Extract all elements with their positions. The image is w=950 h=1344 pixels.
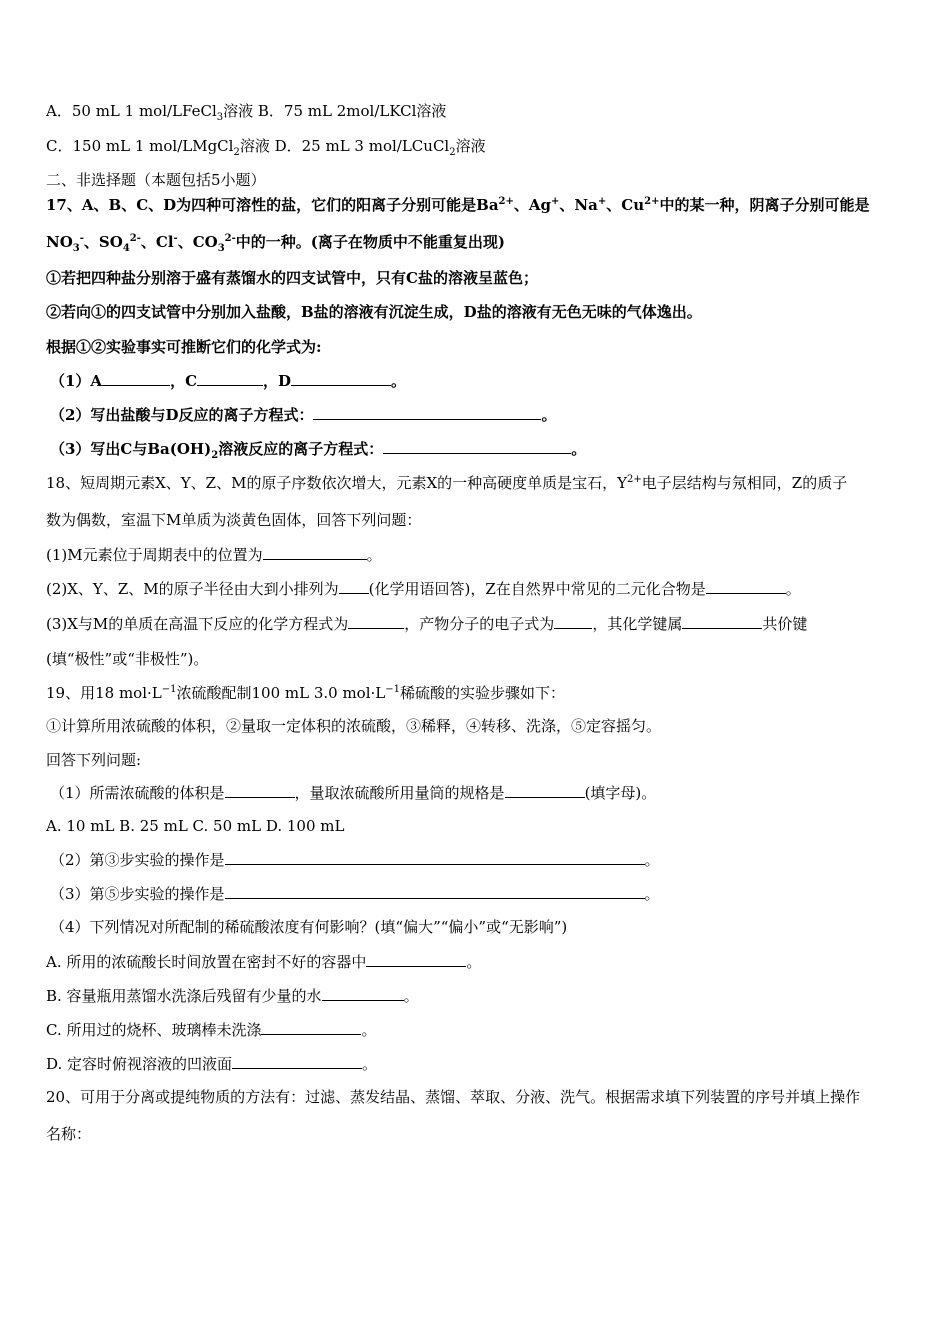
answer-blank[interactable] (339, 578, 369, 594)
answer-blank[interactable] (291, 370, 391, 386)
q17-sub1: （1）A ，C ，D 。 (50, 372, 407, 390)
q18-sub1: (1)M元素位于周期表中的位置为 。 (46, 546, 382, 564)
answer-blank[interactable] (554, 613, 592, 629)
q19-prompt: 回答下列问题: (46, 751, 142, 769)
q17-fact-1: ①若把四种盐分别溶于盛有蒸馏水的四支试管中，只有C盐的溶液呈蓝色； (46, 269, 538, 287)
answer-blank[interactable] (348, 613, 404, 629)
section-heading: 二、非选择题（本题包括5小题） (46, 171, 266, 189)
q19-sub4-b: B. 容量瓶用蒸馏水洗涤后残留有少量的水 。 (46, 987, 419, 1005)
q19-sub4-d: D. 定容时俯视溶液的凹液面 。 (46, 1055, 378, 1073)
answer-blank[interactable] (102, 370, 170, 386)
q17-stem-line1: 17、A、B、C、D为四种可溶性的盐，它们的阳离子分别可能是$Ba^{2+}$、Ag+、Na+、$Cu^{2+}$中的某一种，阴离子分别可能是 (46, 196, 870, 214)
q17-sub2: （2）写出盐酸与D反应的离子方程式： 。 (50, 406, 557, 424)
q20-stem-line2: 名称： (46, 1125, 92, 1143)
answer-blank[interactable] (383, 438, 571, 454)
answer-blank[interactable] (505, 782, 585, 798)
q19-sub1-options: A. 10 mL B. 25 mL C. 50 mL D. 100 mL (46, 817, 345, 835)
answer-blank[interactable] (225, 782, 295, 798)
option-line-ab: A．50 mL 1 mol/LFeCl$_3$溶液 B．75 mL 2mol/LKCl溶液 (46, 102, 447, 123)
q17-fact-2: ②若向①的四支试管中分别加入盐酸，B盐的溶液有沉淀生成，D盐的溶液有无色无味的气体逸出。 (46, 303, 702, 321)
answer-blank[interactable] (225, 849, 645, 865)
answer-blank[interactable] (322, 985, 404, 1001)
q19-sub4-a: A. 所用的浓硫酸长时间放置在密封不好的容器中 。 (46, 953, 482, 971)
q19-sub3: （3）第⑤步实验的操作是 。 (50, 885, 660, 903)
q18-stem-line2: 数为偶数，室温下M单质为淡黄色固体，回答下列问题： (46, 511, 422, 529)
q19-sub4: （4）下列情况对所配制的稀硫酸浓度有何影响？(填“偏大”“偏小”或“无影响”) (50, 918, 568, 936)
q19-steps: ①计算所用浓硫酸的体积，②量取一定体积的浓硫酸，③稀释，④转移、洗涤，⑤定容摇匀。 (46, 717, 662, 735)
q18-stem-line1: 18、短周期元素X、Y、Z、M的原子序数依次增大，元素X的一种高硬度单质是宝石，$Y^{2+}$电子层结构与氖相同，Z的质子 (46, 474, 848, 492)
option-line-cd: C．150 mL 1 mol/LMgCl$_2$溶液 D．25 mL 3 mol/LCuCl$_2$溶液 (46, 137, 486, 158)
q18-sub3-note: (填“极性”或“非极性”)。 (46, 650, 209, 668)
answer-blank[interactable] (706, 578, 786, 594)
answer-blank[interactable] (313, 404, 541, 420)
answer-blank[interactable] (225, 883, 645, 899)
q17-sub3: （3）写出C与$Ba(OH)_2$溶液反应的离子方程式： 。 (50, 440, 587, 461)
q20-stem-line1: 20、可用于分离或提纯物质的方法有：过滤、蒸发结晶、蒸馏、萃取、分液、洗气。根据需求填下列装置的序号并填上操作 (46, 1088, 861, 1106)
q19-sub4-c: C. 所用过的烧杯、玻璃棒未洗涤 。 (46, 1021, 377, 1039)
answer-blank[interactable] (197, 370, 263, 386)
answer-blank[interactable] (263, 544, 367, 560)
q18-sub2: (2)X、Y、Z、M的原子半径由大到小排列为 (化学用语回答)，Z在自然界中常见的二元化合物是 。 (46, 580, 801, 598)
q19-sub1: （1）所需浓硫酸的体积是 ，量取浓硫酸所用量筒的规格是 (填字母)。 (50, 784, 657, 802)
answer-blank[interactable] (232, 1053, 362, 1069)
q19-sub2: （2）第③步实验的操作是 。 (50, 851, 660, 869)
q18-sub3: (3)X与M的单质在高温下反应的化学方程式为 ，产物分子的电子式为 ，其化学键属 共价键 (46, 615, 808, 633)
q17-stem-line2: $NO_3^-$、$SO_4^{2-}$、Cl-、$CO_3^{2-}$中的一种。(离子在物质中不能重复出现) (46, 233, 505, 254)
answer-blank[interactable] (261, 1019, 361, 1035)
q17-deduce: 根据①②实验事实可推断它们的化学式为: (46, 338, 322, 356)
answer-blank[interactable] (366, 951, 466, 967)
answer-blank[interactable] (682, 613, 762, 629)
q19-stem: 19、用18 $mol\cdot L^{-1}$浓硫酸配制100 mL 3.0 $mol\cdot L^{-1}$稀硫酸的实验步骤如下： (46, 684, 566, 702)
